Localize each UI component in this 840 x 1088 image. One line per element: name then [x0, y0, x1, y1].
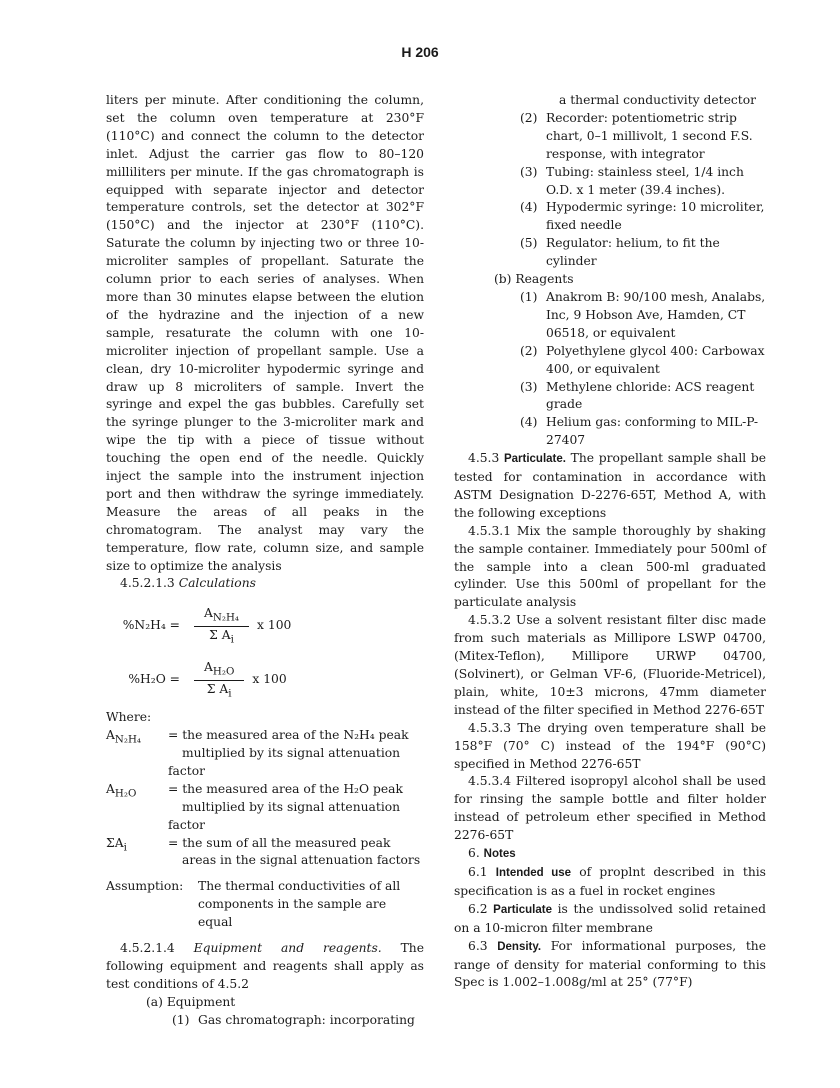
section-number: 4.5.3: [468, 451, 500, 466]
list-item-text: Polyethylene glycol 400: Carbowax 400, or equivalent: [546, 343, 765, 376]
note-number: 6.3: [468, 938, 488, 953]
column-procedure-paragraph: liters per minute. After conditioning the column, set the column oven temperature at 230°F (110°C) and connect the column to the detector inlet. Adjust the carrier gas flow to 80–120 milliliters per minute. If the gas chromatograph is equipped with separate injector and detector temperature controls, set the detector at 302°F (150°C) and the injector at 230°F (110°C). Saturate the column by injecting two or three 10-microliter samples of propellant. Saturate the column prior to each series of analyses. When more than 30 minutes elapse between the elution of the hydrazine and the injection of a new sample, resaturate the column with one 10-microliter injection of propellant sample. Use a clean, dry 10-microliter hypodermic syringe and draw up 8 microliters of sample. Invert the syringe and expel the gas bubbles. Carefully set the syringe plunger to the 3-microliter mark and wipe the tip with a piece of tissue without touching the open end of the needle. Quickly inject the sample into the instrument injection port and then withdraw the syringe immediately. Measure the areas of all peaks in the chromatogram. The analyst may vary the temperature, flow rate, column size, and sample size to optimize the analysis: [106, 93, 424, 573]
note-6-2: [454, 901, 766, 938]
list-item-number: (3): [520, 379, 538, 394]
note-heading: Particulate: [493, 903, 552, 916]
numerator: A: [204, 606, 213, 621]
equipment-number: 4.5.2.1.4: [120, 941, 175, 956]
definition-term: $A_{H_2O}$: [106, 781, 137, 800]
right-column: [454, 92, 766, 992]
note-text: For informational purposes, the range of density for material conforming to this Spec is 1.002–1.008g/ml at 25° (77°F): [454, 938, 766, 990]
definition-continuation: multiplied by its signal attenuation factor: [168, 746, 401, 778]
note-heading: Intended use: [495, 866, 572, 879]
list-item-number: (5): [520, 236, 538, 251]
definition-continuation: multiplied by its signal attenuation factor: [168, 799, 401, 832]
equipment-text: The following equipment and reagents shall apply as test conditions of 4.5.2: [106, 941, 424, 991]
denominator: Σ A: [209, 627, 231, 642]
note-6-1: [454, 864, 766, 901]
where-label: Where:: [106, 710, 152, 725]
note-text: is the undissolved solid retained on a 10-micron filter membrane: [454, 901, 766, 935]
list-item-text: Recorder: potentiometric strip chart, 0–1 millivolt, 1 second F.S. response, with integrator: [546, 110, 753, 161]
list-item-number: (1): [172, 1012, 190, 1027]
list-item-continuation: a thermal conductivity detector: [559, 93, 757, 107]
list-item: [454, 110, 766, 164]
reagents-label: (b) Reagents: [494, 272, 574, 287]
list-item-number: (3): [520, 164, 538, 179]
list-item-text: Methylene chloride: ACS reagent grade: [546, 379, 755, 412]
list-item: [454, 235, 766, 271]
denominator-subscript: i: [228, 687, 232, 700]
formula-hydrazine-fraction: [194, 605, 249, 647]
note-number: 6.1: [468, 864, 488, 879]
left-column: [106, 92, 424, 1030]
list-item-number: (2): [520, 110, 538, 125]
list-item-text: Regulator: helium, to fit the cylinder: [546, 236, 720, 269]
list-item: [454, 164, 766, 200]
assumption-label: Assumption:: [106, 879, 184, 894]
formula-water-fraction: [194, 659, 244, 701]
list-item-number: (2): [520, 343, 538, 358]
definition-term: $A_{N_2H_4}$: [106, 728, 142, 746]
section-4-5-3-3: 4.5.3.3 The drying oven temperature shall be 158°F (70° C) instead of the 194°F (90°C) specified in Method 2276-65T: [454, 720, 766, 771]
equipment-label: (a) Equipment: [146, 994, 236, 1009]
list-item: [454, 343, 766, 379]
definition-text: = the measured area of the N₂H₄ peak: [168, 728, 409, 743]
assumption-text: The thermal conductivities of all components in the sample are equal: [198, 879, 401, 930]
notes-title: Notes: [483, 848, 516, 861]
definition-continuation: areas in the signal attenuation factors: [182, 853, 421, 868]
list-item-number: (1): [520, 289, 538, 304]
section-4-5-3-2: 4.5.3.2 Use a solvent resistant filter disc made from such materials as Millipore LSWP 04700, (Mitex-Teflon), Millipore URWP 04700, (Solvinert), or Gelman VF-6, (Fluoride-Metricel), plain, white, 10±3 microns, 47mm diameter instead of the filter specified in Method 2276-65T: [454, 613, 766, 717]
list-item: [454, 414, 766, 450]
formula-water-multiplier: x 100: [252, 672, 287, 687]
list-item: [454, 289, 766, 343]
equipment-paragraph: [106, 940, 424, 994]
formula-water: [106, 659, 424, 701]
definition-term: $\Sigma A_i$: [106, 835, 127, 853]
definition-water-area: [106, 781, 424, 835]
list-item-number: (4): [520, 415, 538, 430]
notes-heading: [454, 845, 766, 864]
list-item: [106, 1012, 424, 1030]
calculations-heading: [106, 575, 424, 593]
note-number: 6.2: [468, 901, 488, 916]
section-4-5-3-1: 4.5.3.1 Mix the sample thoroughly by shaking the sample container. Immediately pour 500ml of the sample into a clean 500-ml graduated cylinder. Use this 500ml of propellant for the particulate analysis: [454, 523, 766, 610]
formula-hydrazine-lhs: %N₂H₄ =: [122, 618, 180, 633]
list-item-text: Tubing: stainless steel, 1/4 inch O.D. x 1 meter (39.4 inches).: [546, 164, 744, 197]
note-heading: Density.: [497, 940, 542, 953]
list-item-text: Helium gas: conforming to MIL-P-27407: [546, 415, 759, 448]
assumption: [106, 878, 424, 932]
list-item-number: (4): [520, 200, 538, 215]
page-header: H 206: [401, 44, 439, 60]
formula-hydrazine-multiplier: x 100: [257, 618, 292, 633]
section-4-5-3: [454, 450, 766, 523]
definition-text: = the sum of all the measured peak: [168, 835, 391, 850]
numerator: A: [204, 660, 213, 675]
calculations-number: 4.5.2.1.3: [120, 576, 175, 591]
list-item-text: Hypodermic syringe: 10 microliter, fixed needle: [546, 200, 765, 233]
section-text: The propellant sample shall be tested for contamination in accordance with ASTM Designation D-2276-65T, Method A, with the following exceptions: [454, 451, 766, 520]
denominator: Σ A: [206, 681, 229, 696]
definition-hydrazine-area: [106, 727, 424, 781]
numerator-subscript: N₂H₄: [212, 611, 240, 624]
section-heading: Particulate.: [503, 453, 566, 466]
numerator-subscript: H₂O: [212, 665, 235, 678]
denominator-subscript: i: [230, 633, 234, 646]
notes-number: 6.: [468, 846, 480, 861]
formula-hydrazine: [106, 605, 424, 647]
calculations-title: Calculations: [178, 576, 256, 591]
list-item-text: Anakrom B: 90/100 mesh, Analabs, Inc, 9 Hobson Ave, Hamden, CT 06518, or equivalent: [546, 289, 766, 340]
definition-text: = the measured area of the H₂O peak: [168, 781, 403, 796]
list-item: [454, 379, 766, 415]
note-text: of proplnt described in this specification is as a fuel in rocket engines: [454, 864, 766, 898]
formula-water-lhs: %H₂O =: [128, 672, 180, 687]
list-item: [454, 199, 766, 235]
equipment-title: Equipment and reagents.: [193, 941, 382, 956]
definition-sum-areas: [106, 835, 424, 871]
section-4-5-3-4: 4.5.3.4 Filtered isopropyl alcohol shall be used for rinsing the sample bottle and filter holder instead of petroleum ether specified in Method 2276-65T: [454, 774, 766, 843]
note-6-3: [454, 938, 766, 993]
list-item-text: Gas chromatograph: incorporating: [198, 1012, 415, 1027]
